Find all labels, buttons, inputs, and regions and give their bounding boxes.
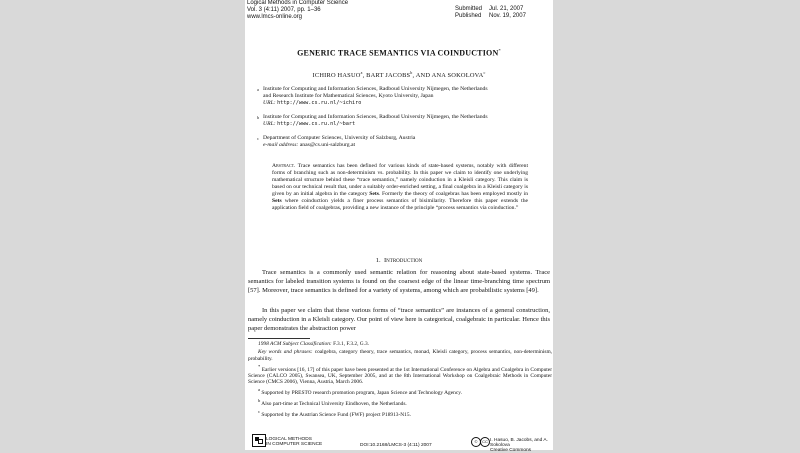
logo-line-1: LOGICAL METHODS [266,437,312,442]
footnote-classification [248,341,552,348]
abstract [272,163,528,212]
affiliation-b [257,114,547,128]
author-2-mark: b [410,70,413,75]
footnote-b-text: Also part-time at Technical University Eindhoven, the Netherlands. [260,400,407,407]
published-row [455,13,526,20]
affiliation-c-email-label: e-mail address: [263,142,299,148]
keywords-label: Key words and phrases: [258,349,313,355]
footnote-star [248,364,552,386]
affiliation-b-url[interactable]: http://www.cs.ru.nl/~bart [277,121,356,127]
abstract-text-2: . Formerly the theory of coalgebras has been employed mostly in [378,191,528,198]
creative-commons-icon: CC [480,437,490,447]
journal-volume: Vol. 3 (4:11) 2007, pp. 1–36 [247,7,321,13]
paper-page [245,0,553,453]
submitted-label: Submitted [455,6,483,12]
affiliation-b-url-label: URL: [263,121,276,127]
author-list [245,70,553,79]
classification-text: F.3.1, F.3.2, G.3. [331,341,370,347]
footnote-b-mark: b [258,398,261,404]
section-heading [245,257,553,264]
abstract-text-3: where coinduction yields a finer process semantics of bisimilarity. Therefore this paper extends the application field of coalgebras, providing a new instance of the principle “process semantics via coinduction.” [272,198,528,212]
license-name: Creative Commons [490,448,532,453]
title-footnote-mark: * [498,48,501,53]
footnote-c-mark: c [258,408,260,414]
affiliation-a-url-label: URL: [263,100,276,106]
dates-header [455,6,526,20]
author-3-mark: c [483,70,486,75]
abstract-label: Abstract. [272,163,296,169]
lmcs-logo-text [266,437,322,447]
footnote-c-text: Supported by the Austrian Science Fund (FWF) project P18913-N15. [260,411,411,418]
keywords-text: coalgebra, category theory, trace semantics, monad, Kleisli category, process semantics, non-determinism, probability. [248,349,552,362]
section-title: Introduction [383,257,423,264]
footnote-a [248,387,552,396]
affiliation-c [257,135,547,149]
footnotes [248,341,552,420]
affiliation-a-line-1: Institute for Computing and Information Sciences, Radboud University Nijmegen, the Netherlands [263,86,488,92]
footnote-rule [248,338,310,339]
footnote-b [248,398,552,407]
paper-title-text: GENERIC TRACE SEMANTICS VIA COINDUCTION [297,48,499,58]
journal-header [247,0,348,21]
footnote-a-mark: a [258,387,260,393]
footnote-keywords [248,349,552,362]
published-date: Nov. 19, 2007 [489,13,526,19]
classification-label: 1998 ACM Subject Classification: [258,341,332,347]
abstract-text-1: Trace semantics has been defined for various kinds of state-based systems, notably with different forms of branching such as non-determinism vs. probability. In this paper we claim to identify one underlying mathematical structure behind these “trace semantics,” namely coinduction in a Kleisli category. This claim is based on our technical result that, under a suitably order-enriched setting, a final coalgebra in a Kleisli category is given by an initial algebra in the category [272,163,528,198]
affiliation-c-email[interactable]: anas@cs.uni-salzburg.at [299,142,356,148]
footnote-c [248,409,552,418]
lmcs-logo-icon [252,434,266,447]
page-footer [245,432,553,453]
author-1-mark: a [360,70,363,75]
logo-line-2: IN COMPUTER SCIENCE [266,442,323,447]
author-1: ICHIRO HASUO [312,72,361,80]
journal-name: Logical Methods in Computer Science [247,0,349,6]
affiliation-a-url[interactable]: http://www.cs.ru.nl/~ichiro [277,100,362,106]
submitted-row [455,6,526,13]
section-number: 1. [375,257,381,264]
affiliation-a-mark: a [257,87,259,92]
affiliation-c-mark: c [257,136,259,141]
affiliation-b-mark: b [257,115,260,120]
footnote-star-mark: * [258,363,261,369]
published-label: Published [455,13,482,19]
affiliation-b-line-1: Institute for Computing and Information Sciences, Radboud University Nijmegen, the Netherlands [263,114,488,120]
submitted-date: Jul. 21, 2007 [489,6,524,12]
abstract-sets-1: Sets [369,191,379,198]
footnote-star-text: Earlier versions [16, 17] of this paper have been presented at the 1st International Conference on Algebra and Coalgebra in Computer Science (CALCO 2005), Swansea, UK, September 2005, and at the 8th International Workshop on Coalgebraic Methods in Computer Science (CMCS 2006), Vienna, Austria, March 2006. [248,366,552,386]
affiliation-a [257,86,547,107]
doi[interactable]: DOI:10.2168/LMCS-3 (4:11) 2007 [360,443,432,448]
journal-site: www.lmcs-online.org [247,14,303,20]
footnote-a-text: Supported by PRESTO research promotion program, Japan Science and Technology Agency. [260,390,462,397]
author-sep-1: , BART JACOBS [362,72,411,80]
author-sep-2: , AND ANA SOKOLOVA [412,72,484,80]
intro-paragraph-1: Trace semantics is a commonly used semantic relation for reasoning about state-based systems. Trace semantics for labeled transition systems is found on the coarsest edge of the linear time-branching time spectrum [57]. Moreover, trace semantics is defined for a variety of systems, among which are probabilistic systems [49]. [248,269,550,294]
abstract-sets-2: Sets [272,198,282,205]
copyright-holders: I. Hasuo, B. Jacobs, and A. Sokolova [490,438,548,448]
copyright-icon: © [471,437,481,447]
affiliation-a-line-2: and Research Institute for Mathematical Sciences, Kyoto University, Japan [263,93,434,99]
copyright-text [490,438,553,453]
paper-title [245,48,553,58]
intro-paragraph-2: In this paper we claim that these various forms of “trace semantics” are instances of a general construction, namely coinduction in a Kleisli category. Our point of view here is categorical, coalgebraic in particular. Hence this paper demonstrates the abstraction power [248,307,550,332]
affiliation-c-line-1: Department of Computer Sciences, University of Salzburg, Austria [263,135,416,141]
